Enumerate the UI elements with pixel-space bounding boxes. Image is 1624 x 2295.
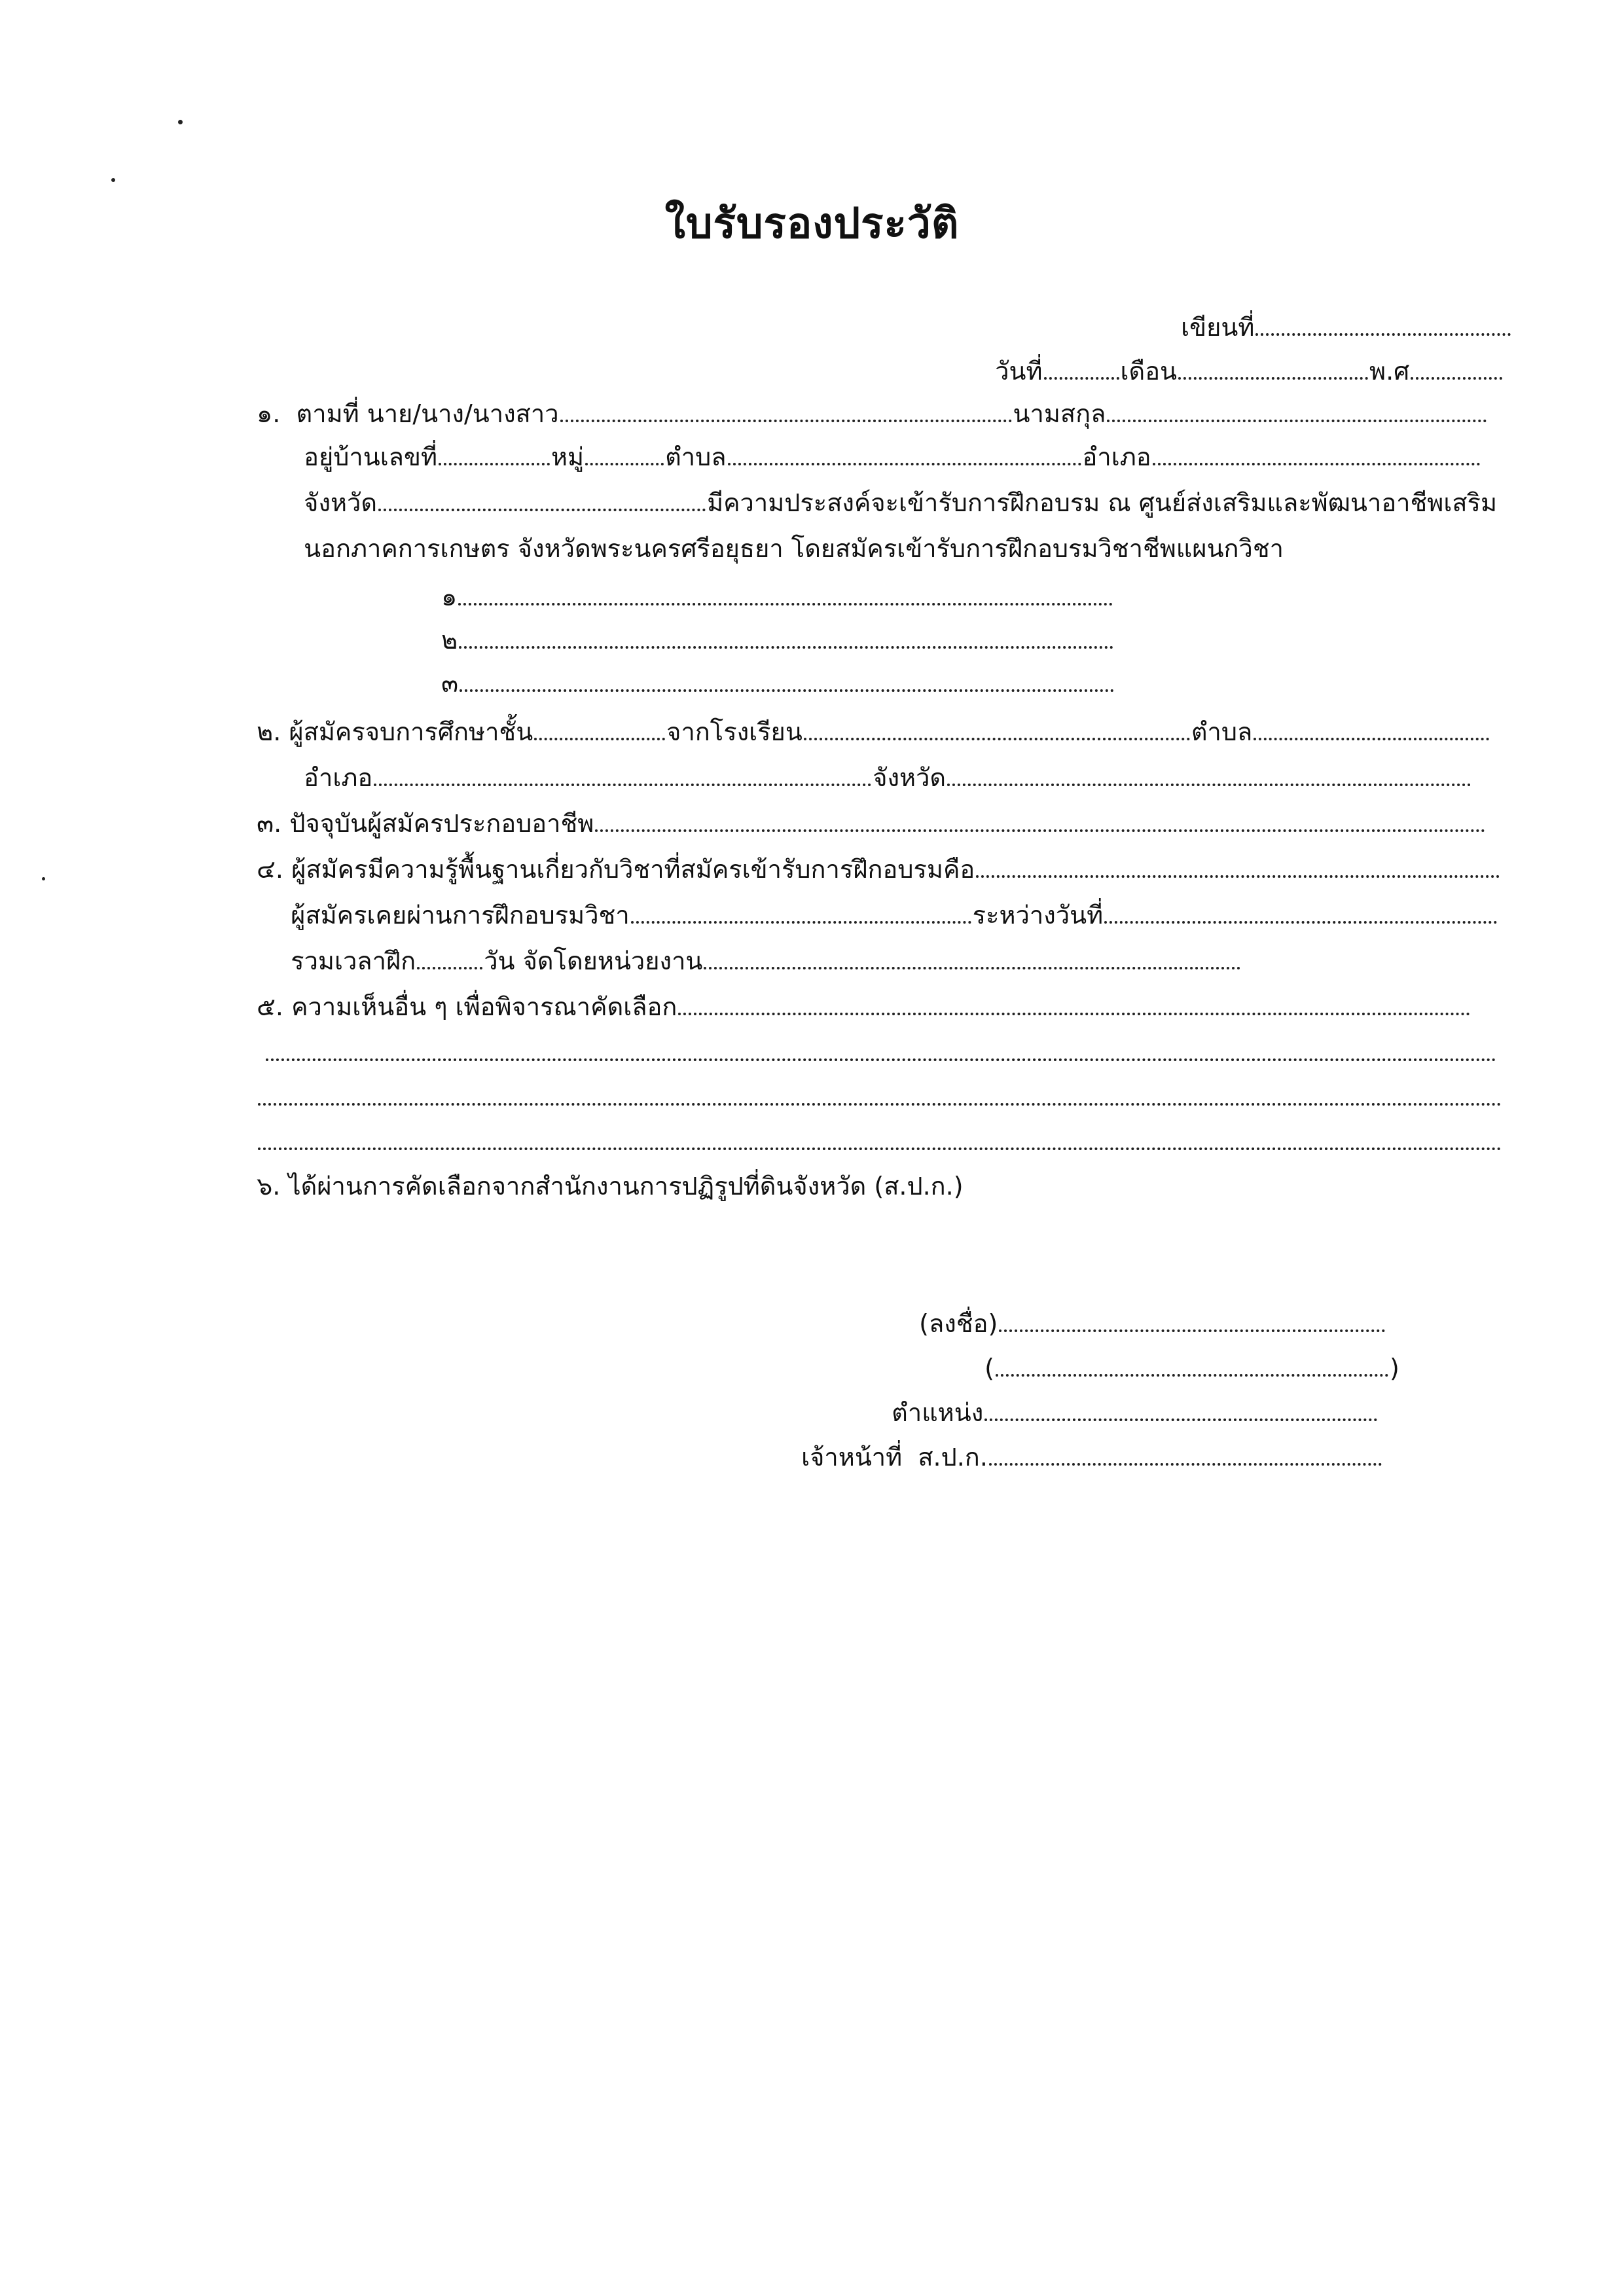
section-1-line-2: อยู่บ้านเลขที่ หมู่ ตำบล อำเภอ <box>288 410 1481 473</box>
position-line: ตำแหน่ง <box>876 1365 1379 1428</box>
section-1-line-1: ๑. ตามที่ นาย/นาง/นางสาว นามสกุล <box>241 367 1488 429</box>
section-1-line-3: จังหวัด มีความประสงค์จะเข้ารับการฝึกอบรม ณ ศูนย์ส่งเสริมและพัฒนาอาชีพเสริม <box>304 488 1497 517</box>
document-title: ใบรับรองประวัติ <box>664 200 960 248</box>
officer-line: เจ้าหน้าที่ ส.ป.ก. <box>785 1410 1383 1473</box>
signature-name-line: ( ) <box>984 1354 1399 1382</box>
course-item-2: ๒ <box>425 593 1115 656</box>
written-at-line: เขียนที่ <box>1165 280 1512 343</box>
section-4-line-1: ๔. ผู้สมัครมีความรู้พื้นฐานเกี่ยวกับวิชาที่สมัครเข้ารับการฝึกอบรมคือ <box>241 822 1501 885</box>
section-2-line-1: ๒. ผู้สมัครจบการศึกษาชั้น จากโรงเรียน ตำบล <box>241 685 1490 748</box>
date-line: วันที่ เดือน พ.ศ <box>979 324 1504 387</box>
officer-field[interactable] <box>989 1443 1382 1466</box>
scan-speck <box>111 178 115 182</box>
section-2-line-2: อำเภอ จังหวัด <box>288 731 1472 793</box>
section-4-line-3: รวมเวลาฝึก วัน จัดโดยหน่วยงาน <box>275 914 1242 977</box>
section-1-line-4: นอกภาคการเกษตร จังหวัดพระนครศรีอยุธยา โดยสมัครเข้ารับการฝึกอบรมวิชาชีพแผนกวิชา <box>304 534 1284 563</box>
scan-speck <box>42 877 45 880</box>
section-4-line-2: ผู้สมัครเคยผ่านการฝึกอบรมวิชา ระหว่างวันที่ <box>275 868 1498 931</box>
course-item-1: ๑ <box>425 550 1114 613</box>
section-3-line: ๓. ปัจจุบันผู้สมัครประกอบอาชีพ <box>241 776 1487 839</box>
signature-line: (ลงชื่อ) <box>903 1276 1386 1339</box>
course-item-3: ๓ <box>425 636 1115 699</box>
section-6-line: ๖. ได้ผ่านการคัดเลือกจากสำนักงานการปฏิรูปที่ดินจังหวัด (ส.ป.ก.) <box>257 1172 964 1201</box>
section-5-line-1: ๕. ความเห็นอื่น ๆ เพื่อพิจารณาคัดเลือก <box>241 960 1471 1022</box>
scan-speck <box>178 120 183 124</box>
